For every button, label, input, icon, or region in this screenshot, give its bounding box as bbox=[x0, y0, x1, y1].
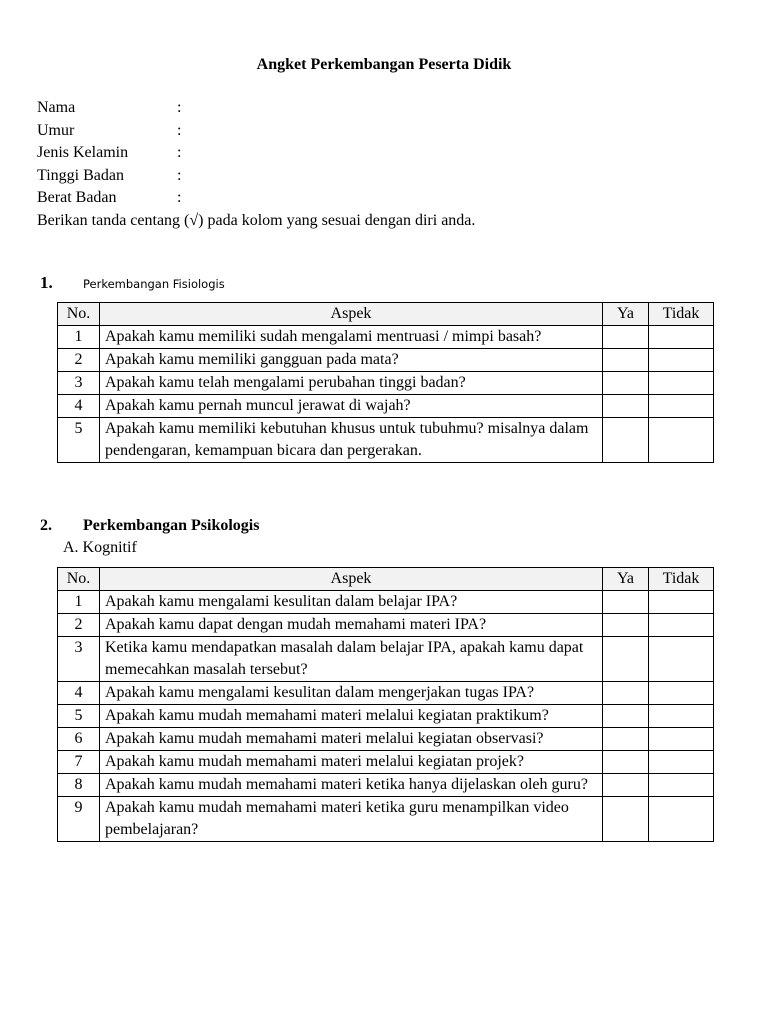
table-row bbox=[58, 614, 714, 637]
row-number: 4 bbox=[58, 682, 100, 705]
identity-row bbox=[37, 97, 181, 120]
ya-checkbox-cell[interactable] bbox=[603, 637, 649, 682]
row-aspek: Apakah kamu pernah muncul jerawat di wajah? bbox=[100, 395, 603, 418]
tidak-checkbox-cell[interactable] bbox=[649, 728, 714, 751]
tidak-checkbox-cell[interactable] bbox=[649, 705, 714, 728]
row-number: 2 bbox=[58, 349, 100, 372]
table-row bbox=[58, 728, 714, 751]
tidak-checkbox-cell[interactable] bbox=[649, 326, 714, 349]
identity-separator[interactable]: : bbox=[177, 99, 182, 116]
tidak-checkbox-cell[interactable] bbox=[649, 349, 714, 372]
row-aspek: Apakah kamu mengalami kesulitan dalam belajar IPA? bbox=[100, 591, 603, 614]
row-number: 3 bbox=[58, 372, 100, 395]
tidak-checkbox-cell[interactable] bbox=[649, 774, 714, 797]
table-header-row bbox=[58, 568, 714, 591]
identity-separator[interactable]: : bbox=[177, 121, 182, 139]
table-row bbox=[58, 637, 714, 682]
row-number: 5 bbox=[58, 418, 100, 463]
ya-checkbox-cell[interactable] bbox=[603, 728, 649, 751]
tidak-checkbox-cell[interactable] bbox=[649, 418, 714, 463]
header-ya: Ya bbox=[603, 303, 649, 326]
identity-fields bbox=[37, 97, 181, 210]
identity-label: Tinggi Badan bbox=[37, 166, 124, 184]
row-number: 6 bbox=[58, 728, 100, 751]
row-aspek: Apakah kamu memiliki kebutuhan khusus untuk tubuhmu? misalnya dalam pendengaran, kemampuan bicara dan pergerakan. bbox=[100, 418, 603, 463]
ya-checkbox-cell[interactable] bbox=[603, 395, 649, 418]
table-row bbox=[58, 751, 714, 774]
kognitif-table bbox=[57, 567, 714, 842]
ya-checkbox-cell[interactable] bbox=[603, 326, 649, 349]
row-number: 1 bbox=[58, 326, 100, 349]
section-1-number: 1. bbox=[40, 273, 53, 292]
row-number: 5 bbox=[58, 705, 100, 728]
header-tidak: Tidak bbox=[649, 303, 714, 326]
header-aspek: Aspek bbox=[100, 303, 603, 326]
identity-row bbox=[37, 187, 181, 210]
identity-label: Umur bbox=[37, 121, 75, 139]
tidak-checkbox-cell[interactable] bbox=[649, 614, 714, 637]
table-row bbox=[58, 418, 714, 463]
identity-separator[interactable]: : bbox=[177, 189, 182, 206]
ya-checkbox-cell[interactable] bbox=[603, 349, 649, 372]
header-no: No. bbox=[58, 568, 100, 591]
row-aspek: Apakah kamu mengalami kesulitan dalam mengerjakan tugas IPA? bbox=[100, 682, 603, 705]
ya-checkbox-cell[interactable] bbox=[603, 591, 649, 614]
row-number: 3 bbox=[58, 637, 100, 682]
ya-checkbox-cell[interactable] bbox=[603, 774, 649, 797]
row-number: 4 bbox=[58, 395, 100, 418]
row-number: 8 bbox=[58, 774, 100, 797]
fisiologis-table bbox=[57, 302, 714, 463]
header-aspek: Aspek bbox=[100, 568, 603, 591]
row-aspek: Apakah kamu mudah memahami materi melalui kegiatan projek? bbox=[100, 751, 603, 774]
tidak-checkbox-cell[interactable] bbox=[649, 751, 714, 774]
table-row bbox=[58, 682, 714, 705]
header-no: No. bbox=[58, 303, 100, 326]
row-aspek: Apakah kamu memiliki sudah mengalami mentruasi / mimpi basah? bbox=[100, 326, 603, 349]
row-aspek: Apakah kamu mudah memahami materi ketika guru menampilkan video pembelajaran? bbox=[100, 797, 603, 842]
tidak-checkbox-cell[interactable] bbox=[649, 372, 714, 395]
row-aspek: Apakah kamu dapat dengan mudah memahami materi IPA? bbox=[100, 614, 603, 637]
section-2-number: 2. bbox=[40, 517, 52, 534]
section-2-heading bbox=[40, 515, 259, 537]
identity-label: Jenis Kelamin bbox=[37, 144, 129, 161]
table-row bbox=[58, 797, 714, 842]
row-aspek: Apakah kamu mudah memahami materi ketika hanya dijelaskan oleh guru? bbox=[100, 774, 603, 797]
ya-checkbox-cell[interactable] bbox=[603, 372, 649, 395]
table-row bbox=[58, 372, 714, 395]
row-aspek: Apakah kamu memiliki gangguan pada mata? bbox=[100, 349, 603, 372]
header-tidak: Tidak bbox=[649, 568, 714, 591]
instruction-text: Berikan tanda centang (√) pada kolom yang sesuai dengan diri anda. bbox=[37, 212, 476, 229]
table-row bbox=[58, 591, 714, 614]
table-row bbox=[58, 349, 714, 372]
table-row bbox=[58, 705, 714, 728]
header-ya: Ya bbox=[603, 568, 649, 591]
identity-row bbox=[37, 142, 181, 165]
table-row bbox=[58, 395, 714, 418]
ya-checkbox-cell[interactable] bbox=[603, 705, 649, 728]
identity-row bbox=[37, 165, 181, 188]
identity-label: Nama bbox=[37, 99, 76, 116]
identity-row bbox=[37, 120, 181, 143]
tidak-checkbox-cell[interactable] bbox=[649, 395, 714, 418]
identity-separator[interactable]: : bbox=[177, 144, 182, 161]
tidak-checkbox-cell[interactable] bbox=[649, 797, 714, 842]
ya-checkbox-cell[interactable] bbox=[603, 418, 649, 463]
ya-checkbox-cell[interactable] bbox=[603, 614, 649, 637]
row-number: 9 bbox=[58, 797, 100, 842]
tidak-checkbox-cell[interactable] bbox=[649, 682, 714, 705]
ya-checkbox-cell[interactable] bbox=[603, 797, 649, 842]
row-number: 7 bbox=[58, 751, 100, 774]
table-row bbox=[58, 326, 714, 349]
ya-checkbox-cell[interactable] bbox=[603, 751, 649, 774]
identity-separator[interactable]: : bbox=[177, 166, 182, 184]
table-row bbox=[58, 774, 714, 797]
ya-checkbox-cell[interactable] bbox=[603, 682, 649, 705]
row-aspek: Apakah kamu mudah memahami materi melalui kegiatan observasi? bbox=[100, 728, 603, 751]
section-1-title: Perkembangan Fisiologis bbox=[83, 277, 225, 291]
row-aspek: Ketika kamu mendapatkan masalah dalam belajar IPA, apakah kamu dapat memecahkan masalah tersebut? bbox=[100, 637, 603, 682]
row-aspek: Apakah kamu mudah memahami materi melalui kegiatan praktikum? bbox=[100, 705, 603, 728]
section-2-title: Perkembangan Psikologis bbox=[83, 517, 260, 534]
row-number: 1 bbox=[58, 591, 100, 614]
section-1-heading bbox=[40, 272, 225, 295]
tidak-checkbox-cell[interactable] bbox=[649, 591, 714, 614]
table-header-row bbox=[58, 303, 714, 326]
page-title: Angket Perkembangan Peserta Didik bbox=[256, 56, 512, 73]
tidak-checkbox-cell[interactable] bbox=[649, 637, 714, 682]
subsection-kognitif: A. Kognitif bbox=[63, 539, 137, 556]
row-aspek: Apakah kamu telah mengalami perubahan tinggi badan? bbox=[100, 372, 603, 395]
row-number: 2 bbox=[58, 614, 100, 637]
identity-label: Berat Badan bbox=[37, 189, 117, 206]
